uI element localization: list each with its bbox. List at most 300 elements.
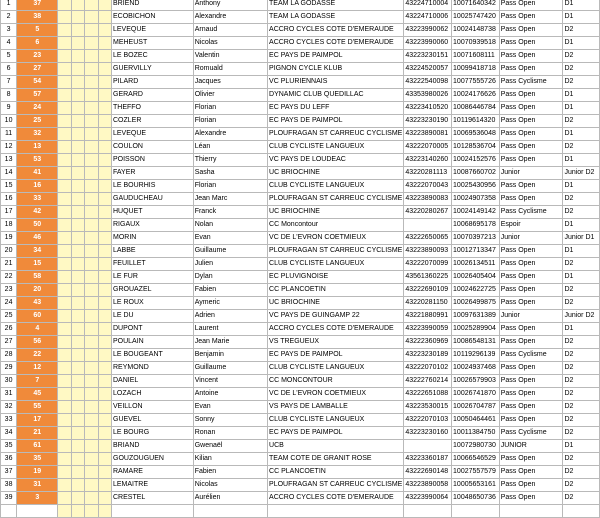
cell-category[interactable]: Pass Open [499, 362, 563, 375]
cell-category[interactable]: Pass Cyclisme [499, 76, 563, 89]
cell-row-number[interactable]: 9 [1, 102, 17, 115]
cell-category[interactable]: Pass Open [499, 50, 563, 63]
cell-club[interactable]: CC PLANCOETIN [268, 466, 404, 479]
cell-empty[interactable] [71, 128, 84, 141]
cell-licence[interactable]: 10048650736 [452, 492, 500, 505]
cell-empty[interactable] [98, 362, 111, 375]
cell-club[interactable]: PLOUFRAGAN ST CARREUC CYCLISME [268, 193, 404, 206]
cell-first-name[interactable]: Alexandre [193, 11, 267, 24]
cell-division[interactable]: D1 [563, 271, 600, 284]
cell-empty[interactable] [71, 505, 84, 518]
cell-row-number[interactable]: 31 [1, 388, 17, 401]
cell-dossard[interactable]: 15 [17, 258, 58, 271]
cell-row-number[interactable]: 7 [1, 76, 17, 89]
cell-club[interactable]: TEAM LA GODASSE [268, 0, 404, 11]
cell-empty[interactable] [98, 479, 111, 492]
cell-first-name[interactable]: Nicolas [193, 37, 267, 50]
cell-dossard[interactable]: 34 [17, 245, 58, 258]
cell-empty[interactable] [71, 167, 84, 180]
cell-last-name[interactable]: GOUZOUGUEN [112, 453, 194, 466]
cell-empty[interactable] [98, 24, 111, 37]
cell-dossard[interactable]: 31 [17, 479, 58, 492]
cell-last-name[interactable]: MEHEUST [112, 37, 194, 50]
cell-club[interactable]: UC BRIOCHINE [268, 167, 404, 180]
cell-club-code[interactable]: 43220280267 [404, 206, 452, 219]
cell-last-name[interactable]: LEVEQUE [112, 24, 194, 37]
cell-licence[interactable]: 10025430956 [452, 180, 500, 193]
cell-empty[interactable] [85, 141, 98, 154]
cell-last-name[interactable]: BRIEND [112, 0, 194, 11]
cell-first-name[interactable]: Laurent [193, 323, 267, 336]
cell-last-name[interactable]: GUEVEL [112, 414, 194, 427]
cell-first-name[interactable]: Antoine [193, 388, 267, 401]
cell-dossard[interactable]: 37 [17, 0, 58, 11]
cell-empty[interactable] [85, 193, 98, 206]
cell-division[interactable]: Junior D2 [563, 167, 600, 180]
cell-licence[interactable]: 10024148738 [452, 24, 500, 37]
cell-dossard[interactable]: 19 [17, 466, 58, 479]
cell-empty[interactable] [71, 193, 84, 206]
cell-licence[interactable]: 10012713347 [452, 245, 500, 258]
cell-club[interactable]: CLUB CYCLISTE LANGUEUX [268, 180, 404, 193]
cell-club[interactable]: PIGNON CYCLE KLUB [268, 63, 404, 76]
cell-empty[interactable] [58, 453, 71, 466]
cell-empty[interactable] [58, 115, 71, 128]
cell-empty[interactable] [71, 219, 84, 232]
cell-empty[interactable] [98, 232, 111, 245]
cell-club[interactable]: VC PAYS DE GUINGAMP 22 [268, 310, 404, 323]
cell-licence[interactable]: 10077555726 [452, 76, 500, 89]
cell-category[interactable]: Pass Open [499, 453, 563, 466]
cell-first-name[interactable]: Olivier [193, 89, 267, 102]
cell-last-name[interactable]: DANIEL [112, 375, 194, 388]
cell-licence[interactable]: 10099418718 [452, 63, 500, 76]
cell-row-number[interactable]: 8 [1, 89, 17, 102]
cell-dossard[interactable]: 45 [17, 388, 58, 401]
cell-empty[interactable] [98, 115, 111, 128]
cell-dossard[interactable]: 57 [17, 89, 58, 102]
cell-empty[interactable] [1, 505, 17, 518]
cell-category[interactable]: Espoir [499, 219, 563, 232]
cell-dossard[interactable]: 38 [17, 11, 58, 24]
cell-empty[interactable] [85, 219, 98, 232]
cell-last-name[interactable]: LE BOURG [112, 427, 194, 440]
cell-category[interactable]: Pass Open [499, 414, 563, 427]
cell-club-code[interactable]: 43222070099 [404, 258, 452, 271]
cell-row-number[interactable]: 25 [1, 310, 17, 323]
cell-empty[interactable] [98, 11, 111, 24]
cell-empty[interactable] [98, 284, 111, 297]
cell-empty[interactable] [71, 349, 84, 362]
cell-empty[interactable] [71, 50, 84, 63]
cell-dossard[interactable]: 5 [17, 24, 58, 37]
cell-first-name[interactable]: Julien [193, 258, 267, 271]
cell-division[interactable]: D1 [563, 0, 600, 11]
cell-dossard[interactable]: 23 [17, 50, 58, 63]
cell-club-code[interactable]: 43224710004 [404, 0, 452, 11]
cell-empty[interactable] [98, 349, 111, 362]
cell-empty[interactable] [268, 505, 404, 518]
cell-licence[interactable]: 10066546529 [452, 453, 500, 466]
cell-empty[interactable] [71, 336, 84, 349]
cell-club-code[interactable]: 43224520057 [404, 63, 452, 76]
cell-division[interactable]: D2 [563, 258, 600, 271]
cell-division[interactable]: D2 [563, 492, 600, 505]
cell-dossard[interactable]: 42 [17, 206, 58, 219]
cell-club-code[interactable]: 43223230189 [404, 349, 452, 362]
cell-first-name[interactable]: Florian [193, 180, 267, 193]
cell-empty[interactable] [71, 414, 84, 427]
cell-empty[interactable] [98, 271, 111, 284]
cell-empty[interactable] [71, 453, 84, 466]
cell-empty[interactable] [499, 505, 563, 518]
cell-division[interactable]: D2 [563, 349, 600, 362]
cell-dossard[interactable]: 50 [17, 219, 58, 232]
cell-first-name[interactable]: Fabien [193, 466, 267, 479]
cell-empty[interactable] [58, 336, 71, 349]
cell-empty[interactable] [85, 232, 98, 245]
cell-club[interactable]: CLUB CYCLISTE LANGUEUX [268, 414, 404, 427]
cell-last-name[interactable]: COZLER [112, 115, 194, 128]
cell-first-name[interactable]: Ronan [193, 427, 267, 440]
cell-dossard[interactable]: 16 [17, 180, 58, 193]
cell-empty[interactable] [71, 24, 84, 37]
cell-empty[interactable] [112, 505, 194, 518]
cell-division[interactable]: D2 [563, 414, 600, 427]
cell-dossard[interactable]: 12 [17, 362, 58, 375]
cell-licence[interactable]: 10050464461 [452, 414, 500, 427]
cell-dossard[interactable]: 33 [17, 193, 58, 206]
cell-club-code[interactable]: 43223230160 [404, 427, 452, 440]
cell-licence[interactable]: 10026579903 [452, 375, 500, 388]
cell-division[interactable]: D1 [563, 102, 600, 115]
cell-empty[interactable] [71, 479, 84, 492]
cell-club[interactable]: CC Moncontour [268, 219, 404, 232]
cell-empty[interactable] [85, 284, 98, 297]
cell-division[interactable]: Junior D1 [563, 232, 600, 245]
cell-row-number[interactable]: 5 [1, 50, 17, 63]
cell-category[interactable]: Pass Open [499, 193, 563, 206]
cell-club[interactable]: UC BRIOCHINE [268, 206, 404, 219]
cell-empty[interactable] [58, 505, 71, 518]
cell-row-number[interactable]: 38 [1, 479, 17, 492]
cell-club[interactable]: ACCRO CYCLES COTE D'EMERAUDE [268, 323, 404, 336]
cell-category[interactable]: Pass Open [499, 115, 563, 128]
cell-category[interactable]: Pass Open [499, 0, 563, 11]
cell-empty[interactable] [58, 219, 71, 232]
cell-empty[interactable] [58, 141, 71, 154]
cell-first-name[interactable]: Dylan [193, 271, 267, 284]
cell-last-name[interactable]: LEMAITRE [112, 479, 194, 492]
cell-first-name[interactable]: Arnaud [193, 24, 267, 37]
cell-empty[interactable] [85, 11, 98, 24]
cell-empty[interactable] [85, 50, 98, 63]
cell-division[interactable]: D1 [563, 219, 600, 232]
cell-category[interactable]: Pass Open [499, 63, 563, 76]
cell-club[interactable]: UCB [268, 440, 404, 453]
cell-empty[interactable] [71, 89, 84, 102]
cell-empty[interactable] [58, 102, 71, 115]
cell-row-number[interactable]: 13 [1, 154, 17, 167]
cell-row-number[interactable]: 12 [1, 141, 17, 154]
cell-division[interactable]: D1 [563, 11, 600, 24]
cell-empty[interactable] [85, 362, 98, 375]
cell-last-name[interactable]: LE BOZEC [112, 50, 194, 63]
cell-empty[interactable] [58, 167, 71, 180]
cell-dossard[interactable]: 4 [17, 323, 58, 336]
cell-licence[interactable]: 10025289904 [452, 323, 500, 336]
cell-licence[interactable]: 10086446784 [452, 102, 500, 115]
cell-empty[interactable] [71, 375, 84, 388]
cell-empty[interactable] [71, 102, 84, 115]
cell-first-name[interactable]: Franck [193, 206, 267, 219]
cell-dossard[interactable]: 17 [17, 414, 58, 427]
cell-category[interactable]: Pass Open [499, 89, 563, 102]
cell-division[interactable]: D2 [563, 375, 600, 388]
cell-empty[interactable] [85, 180, 98, 193]
cell-last-name[interactable]: ECOBICHON [112, 11, 194, 24]
cell-empty[interactable] [58, 180, 71, 193]
cell-dossard[interactable]: 60 [17, 310, 58, 323]
cell-empty[interactable] [71, 245, 84, 258]
cell-category[interactable]: Pass Open [499, 492, 563, 505]
cell-first-name[interactable]: Fabien [193, 284, 267, 297]
cell-row-number[interactable]: 18 [1, 219, 17, 232]
cell-category[interactable]: Pass Cyclisme [499, 427, 563, 440]
cell-row-number[interactable]: 2 [1, 11, 17, 24]
cell-row-number[interactable]: 24 [1, 297, 17, 310]
cell-first-name[interactable]: Benjamin [193, 349, 267, 362]
cell-licence[interactable]: 10024907358 [452, 193, 500, 206]
cell-row-number[interactable]: 4 [1, 37, 17, 50]
cell-licence[interactable]: 10024176626 [452, 89, 500, 102]
cell-empty[interactable] [71, 206, 84, 219]
cell-empty[interactable] [98, 37, 111, 50]
cell-row-number[interactable]: 30 [1, 375, 17, 388]
cell-category[interactable]: Pass Open [499, 323, 563, 336]
cell-division[interactable]: D2 [563, 388, 600, 401]
cell-dossard[interactable]: 41 [17, 167, 58, 180]
cell-row-number[interactable]: 14 [1, 167, 17, 180]
cell-empty[interactable] [85, 323, 98, 336]
cell-club-code[interactable]: 43223230190 [404, 115, 452, 128]
cell-category[interactable]: Junior [499, 310, 563, 323]
cell-category[interactable]: Junior [499, 232, 563, 245]
cell-last-name[interactable]: GERARD [112, 89, 194, 102]
cell-club-code[interactable]: 43222070102 [404, 362, 452, 375]
cell-empty[interactable] [85, 479, 98, 492]
cell-empty[interactable] [193, 505, 267, 518]
cell-empty[interactable] [58, 388, 71, 401]
cell-row-number[interactable]: 37 [1, 466, 17, 479]
cell-club-code[interactable]: 43353980026 [404, 89, 452, 102]
cell-licence[interactable]: 10026741870 [452, 388, 500, 401]
cell-licence[interactable]: 10128536704 [452, 141, 500, 154]
cell-row-number[interactable]: 1 [1, 0, 17, 11]
cell-club-code[interactable]: 43221880991 [404, 310, 452, 323]
cell-licence[interactable]: 10024152576 [452, 154, 500, 167]
cell-licence[interactable]: 10011384750 [452, 427, 500, 440]
cell-empty[interactable] [98, 206, 111, 219]
cell-last-name[interactable]: COULON [112, 141, 194, 154]
cell-dossard[interactable]: 3 [17, 492, 58, 505]
cell-club[interactable]: EC PAYS DE PAIMPOL [268, 50, 404, 63]
cell-empty[interactable] [71, 362, 84, 375]
cell-last-name[interactable]: GUERVILLY [112, 63, 194, 76]
cell-category[interactable]: Pass Open [499, 102, 563, 115]
cell-empty[interactable] [71, 11, 84, 24]
cell-division[interactable]: D2 [563, 479, 600, 492]
cell-club[interactable]: TEAM COTE DE GRANIT ROSE [268, 453, 404, 466]
cell-dossard[interactable]: 6 [17, 37, 58, 50]
cell-division[interactable]: D1 [563, 440, 600, 453]
cell-first-name[interactable]: Aymeric [193, 297, 267, 310]
cell-empty[interactable] [98, 336, 111, 349]
cell-row-number[interactable]: 21 [1, 258, 17, 271]
cell-club[interactable]: VC PAYS DE LOUDEAC [268, 154, 404, 167]
cell-club-code[interactable]: 43220281150 [404, 297, 452, 310]
cell-empty[interactable] [98, 193, 111, 206]
cell-club[interactable]: EC PAYS DE PAIMPOL [268, 427, 404, 440]
cell-empty[interactable] [71, 297, 84, 310]
cell-licence[interactable]: 10072980730 [452, 440, 500, 453]
cell-empty[interactable] [71, 323, 84, 336]
cell-empty[interactable] [58, 76, 71, 89]
cell-dossard[interactable]: 21 [17, 427, 58, 440]
cell-club-code[interactable]: 43222070043 [404, 180, 452, 193]
cell-empty[interactable] [404, 505, 452, 518]
cell-empty[interactable] [58, 37, 71, 50]
cell-empty[interactable] [85, 310, 98, 323]
cell-licence[interactable]: 10026134511 [452, 258, 500, 271]
cell-first-name[interactable]: Nicolas [193, 479, 267, 492]
cell-division[interactable]: D2 [563, 362, 600, 375]
cell-empty[interactable] [58, 440, 71, 453]
cell-empty[interactable] [58, 271, 71, 284]
cell-last-name[interactable]: HUQUET [112, 206, 194, 219]
cell-division[interactable]: D1 [563, 180, 600, 193]
cell-dossard[interactable]: 20 [17, 284, 58, 297]
cell-club[interactable]: PLOUFRAGAN ST CARREUC CYCLISME [268, 245, 404, 258]
cell-empty[interactable] [58, 154, 71, 167]
cell-last-name[interactable]: RIGAUX [112, 219, 194, 232]
cell-empty[interactable] [98, 258, 111, 271]
cell-empty[interactable] [58, 258, 71, 271]
cell-licence[interactable]: 10024937468 [452, 362, 500, 375]
cell-first-name[interactable]: Vincent [193, 375, 267, 388]
cell-category[interactable]: JUNIOR [499, 440, 563, 453]
cell-empty[interactable] [85, 336, 98, 349]
cell-empty[interactable] [58, 310, 71, 323]
cell-empty[interactable] [71, 180, 84, 193]
cell-first-name[interactable]: Florian [193, 115, 267, 128]
cell-first-name[interactable]: Thierry [193, 154, 267, 167]
cell-division[interactable]: D2 [563, 193, 600, 206]
cell-empty[interactable] [71, 141, 84, 154]
cell-club-code[interactable]: 43222690109 [404, 284, 452, 297]
cell-club[interactable]: VC PLURIENNAIS [268, 76, 404, 89]
cell-division[interactable]: Junior D2 [563, 310, 600, 323]
cell-empty[interactable] [58, 349, 71, 362]
cell-empty[interactable] [58, 89, 71, 102]
cell-club-code[interactable]: 43222651088 [404, 388, 452, 401]
cell-last-name[interactable]: GROUAZEL [112, 284, 194, 297]
cell-club-code[interactable]: 43223990064 [404, 492, 452, 505]
cell-empty[interactable] [98, 388, 111, 401]
cell-licence[interactable]: 10097631389 [452, 310, 500, 323]
cell-empty[interactable] [71, 154, 84, 167]
cell-first-name[interactable]: Guillaume [193, 362, 267, 375]
cell-club[interactable]: PLOUFRAGAN ST CARREUC CYCLISME [268, 128, 404, 141]
cell-licence[interactable]: 10026704787 [452, 401, 500, 414]
cell-category[interactable]: Pass Open [499, 336, 563, 349]
cell-dossard[interactable]: 56 [17, 336, 58, 349]
cell-division[interactable]: D2 [563, 76, 600, 89]
cell-club-code[interactable]: 43222070103 [404, 414, 452, 427]
cell-club[interactable]: EC PAYS DE PAIMPOL [268, 349, 404, 362]
cell-first-name[interactable]: Florian [193, 102, 267, 115]
cell-row-number[interactable]: 35 [1, 440, 17, 453]
cell-first-name[interactable]: Evan [193, 232, 267, 245]
cell-row-number[interactable]: 22 [1, 271, 17, 284]
cell-empty[interactable] [98, 323, 111, 336]
cell-empty[interactable] [58, 0, 71, 11]
cell-empty[interactable] [58, 11, 71, 24]
cell-first-name[interactable]: Guillaume [193, 245, 267, 258]
cell-club-code[interactable]: 43222650065 [404, 232, 452, 245]
cell-licence[interactable]: 10026499875 [452, 297, 500, 310]
cell-empty[interactable] [85, 63, 98, 76]
cell-empty[interactable] [58, 245, 71, 258]
cell-empty[interactable] [58, 427, 71, 440]
cell-club-code[interactable] [404, 219, 452, 232]
cell-licence[interactable]: 10024622725 [452, 284, 500, 297]
cell-club-code[interactable]: 43222360969 [404, 336, 452, 349]
cell-empty[interactable] [58, 479, 71, 492]
cell-club[interactable]: VC DE L'EVRON COETMIEUX [268, 232, 404, 245]
cell-first-name[interactable]: Sasha [193, 167, 267, 180]
cell-empty[interactable] [85, 492, 98, 505]
cell-row-number[interactable]: 19 [1, 232, 17, 245]
cell-empty[interactable] [71, 310, 84, 323]
cell-club-code[interactable]: 43222070005 [404, 141, 452, 154]
cell-club[interactable]: EC PLUVIGNOISE [268, 271, 404, 284]
cell-division[interactable]: D2 [563, 115, 600, 128]
cell-licence[interactable]: 10071608111 [452, 50, 500, 63]
cell-row-number[interactable]: 32 [1, 401, 17, 414]
cell-empty[interactable] [85, 102, 98, 115]
cell-last-name[interactable]: POULAIN [112, 336, 194, 349]
cell-category[interactable]: Pass Open [499, 479, 563, 492]
cell-empty[interactable] [98, 453, 111, 466]
cell-division[interactable]: D2 [563, 453, 600, 466]
cell-licence[interactable]: 10119296139 [452, 349, 500, 362]
cell-empty[interactable] [98, 50, 111, 63]
cell-club[interactable]: CLUB CYCLISTE LANGUEUX [268, 362, 404, 375]
cell-club-code[interactable]: 43223890093 [404, 245, 452, 258]
cell-last-name[interactable]: LOZACH [112, 388, 194, 401]
cell-division[interactable]: D2 [563, 427, 600, 440]
cell-empty[interactable] [98, 89, 111, 102]
cell-empty[interactable] [98, 167, 111, 180]
cell-empty[interactable] [71, 258, 84, 271]
cell-row-number[interactable]: 23 [1, 284, 17, 297]
cell-dossard[interactable]: 27 [17, 63, 58, 76]
cell-club[interactable]: CLUB CYCLISTE LANGUEUX [268, 141, 404, 154]
cell-row-number[interactable]: 27 [1, 336, 17, 349]
cell-club-code[interactable]: 43223890058 [404, 479, 452, 492]
cell-club-code[interactable]: 43224710006 [404, 11, 452, 24]
